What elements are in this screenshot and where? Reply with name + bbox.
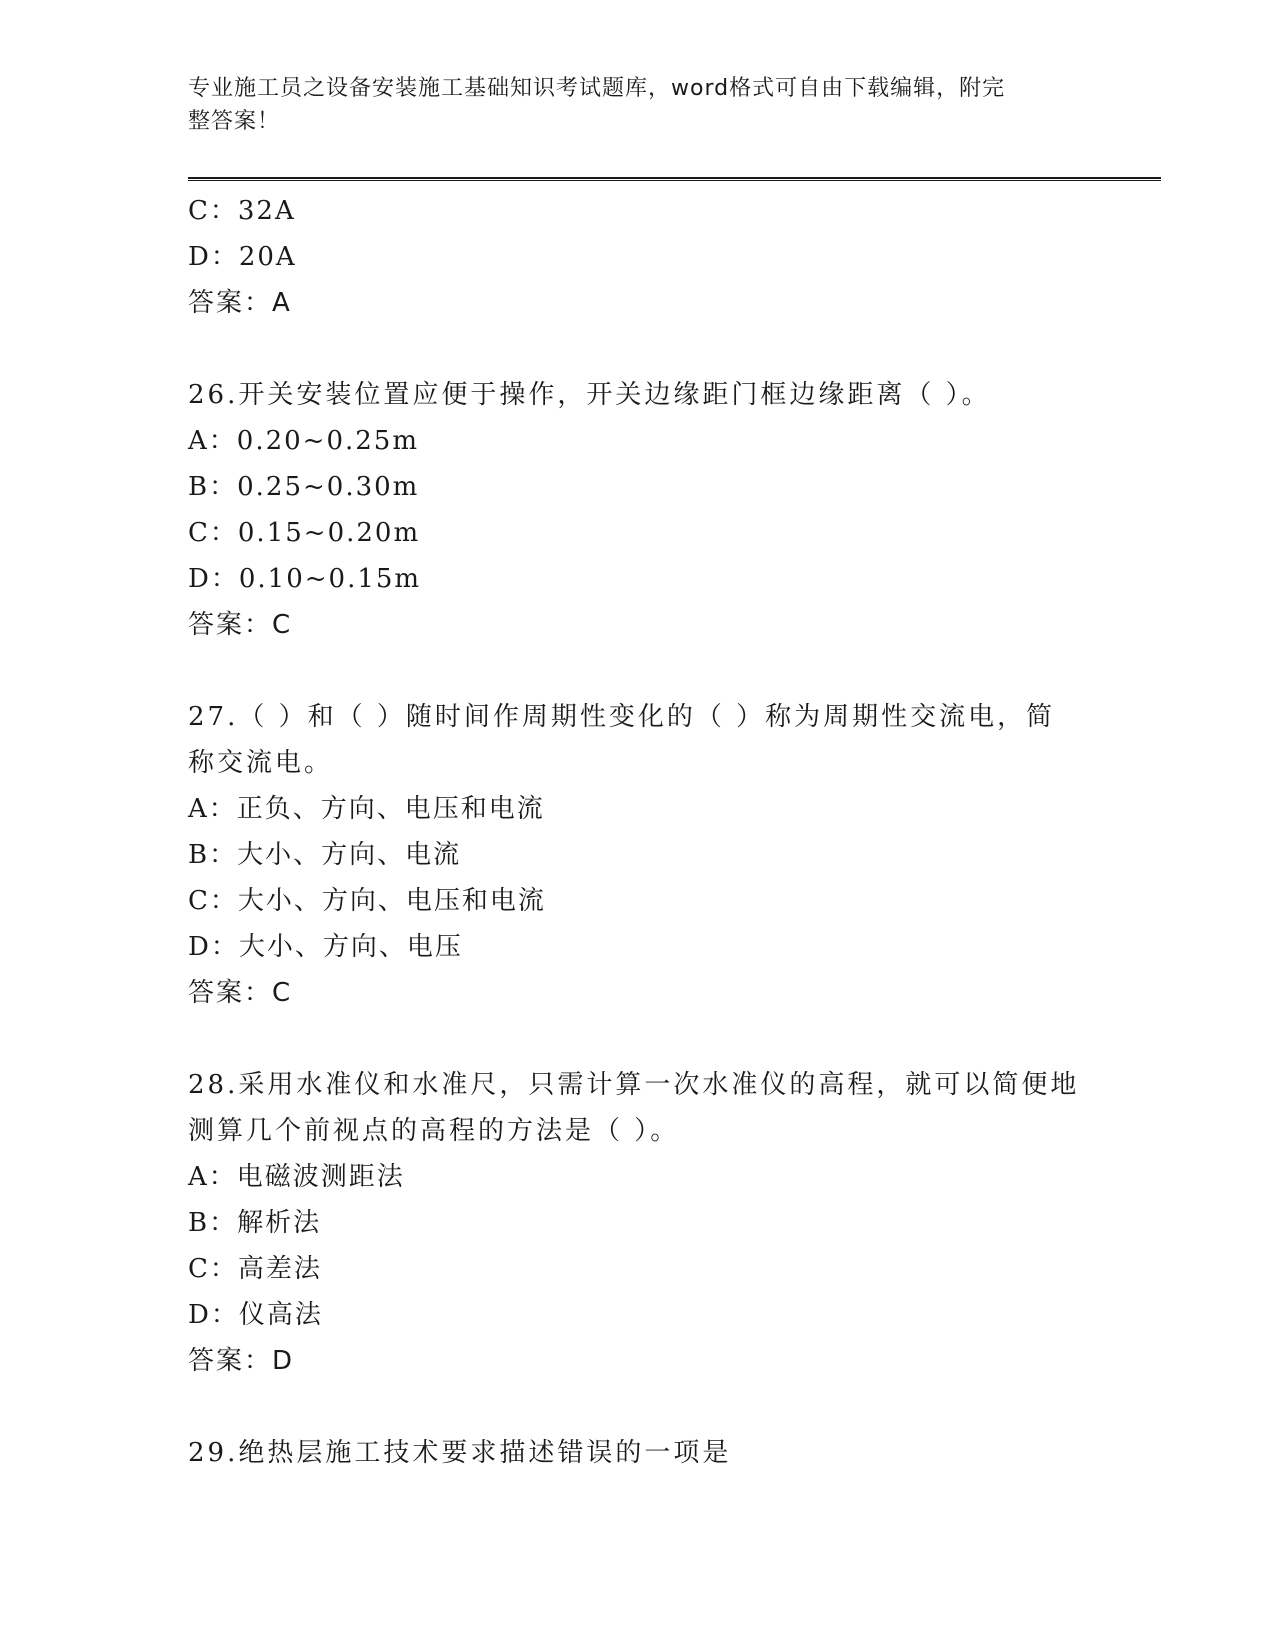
answer: 答案：D	[188, 1346, 295, 1376]
option-c: C：大小、方向、电压和电流	[188, 886, 546, 916]
question-text: 29.绝热层施工技术要求描述错误的一项是	[188, 1438, 732, 1468]
question-28	[188, 1062, 1088, 1384]
spacer	[188, 1016, 1088, 1062]
spacer	[188, 1384, 1088, 1430]
option-b: B：解析法	[188, 1208, 322, 1238]
question-27	[188, 694, 1088, 1016]
option-d: D：0.10~0.15m	[188, 564, 422, 594]
question-text: 26.开关安装位置应便于操作，开关边缘距门框边缘距离（ ）。	[188, 380, 991, 410]
answer: 答案：C	[188, 978, 293, 1008]
option-d: D：20A	[188, 242, 297, 272]
header-line-2: 整答案！	[188, 109, 281, 134]
header-line-1: 专业施工员之设备安装施工基础知识考试题库，word格式可自由下载编辑，附完	[188, 76, 1006, 101]
question-26	[188, 372, 1088, 648]
question-text-line-1: 27.（ ）和（ ）随时间作周期性变化的（ ）称为周期性交流电，简	[188, 702, 1056, 732]
option-b: B：0.25~0.30m	[188, 472, 420, 502]
option-b: B：大小、方向、电流	[188, 840, 462, 870]
answer: 答案：A	[188, 288, 292, 318]
header-divider	[188, 177, 1161, 181]
option-a: A：0.20~0.25m	[188, 426, 419, 456]
spacer	[188, 648, 1088, 694]
document-body	[188, 188, 1088, 1476]
question-29	[188, 1430, 1088, 1476]
option-a: A：电磁波测距法	[188, 1162, 405, 1192]
option-d: D：仪高法	[188, 1300, 323, 1330]
page-header	[188, 72, 1068, 138]
option-c: C：高差法	[188, 1254, 322, 1284]
question-text-line-1: 28.采用水准仪和水准尺，只需计算一次水准仪的高程，就可以简便地	[188, 1070, 1080, 1100]
option-a: A：正负、方向、电压和电流	[188, 794, 545, 824]
option-d: D：大小、方向、电压	[188, 932, 463, 962]
option-c: C：32A	[188, 196, 296, 226]
question-text-line-2: 称交流电。	[188, 748, 334, 778]
answer: 答案：C	[188, 610, 293, 640]
option-c: C：0.15~0.20m	[188, 518, 421, 548]
question-25	[188, 188, 1088, 326]
question-text-line-2: 测算几个前视点的高程的方法是（ ）。	[188, 1116, 680, 1146]
spacer	[188, 326, 1088, 372]
